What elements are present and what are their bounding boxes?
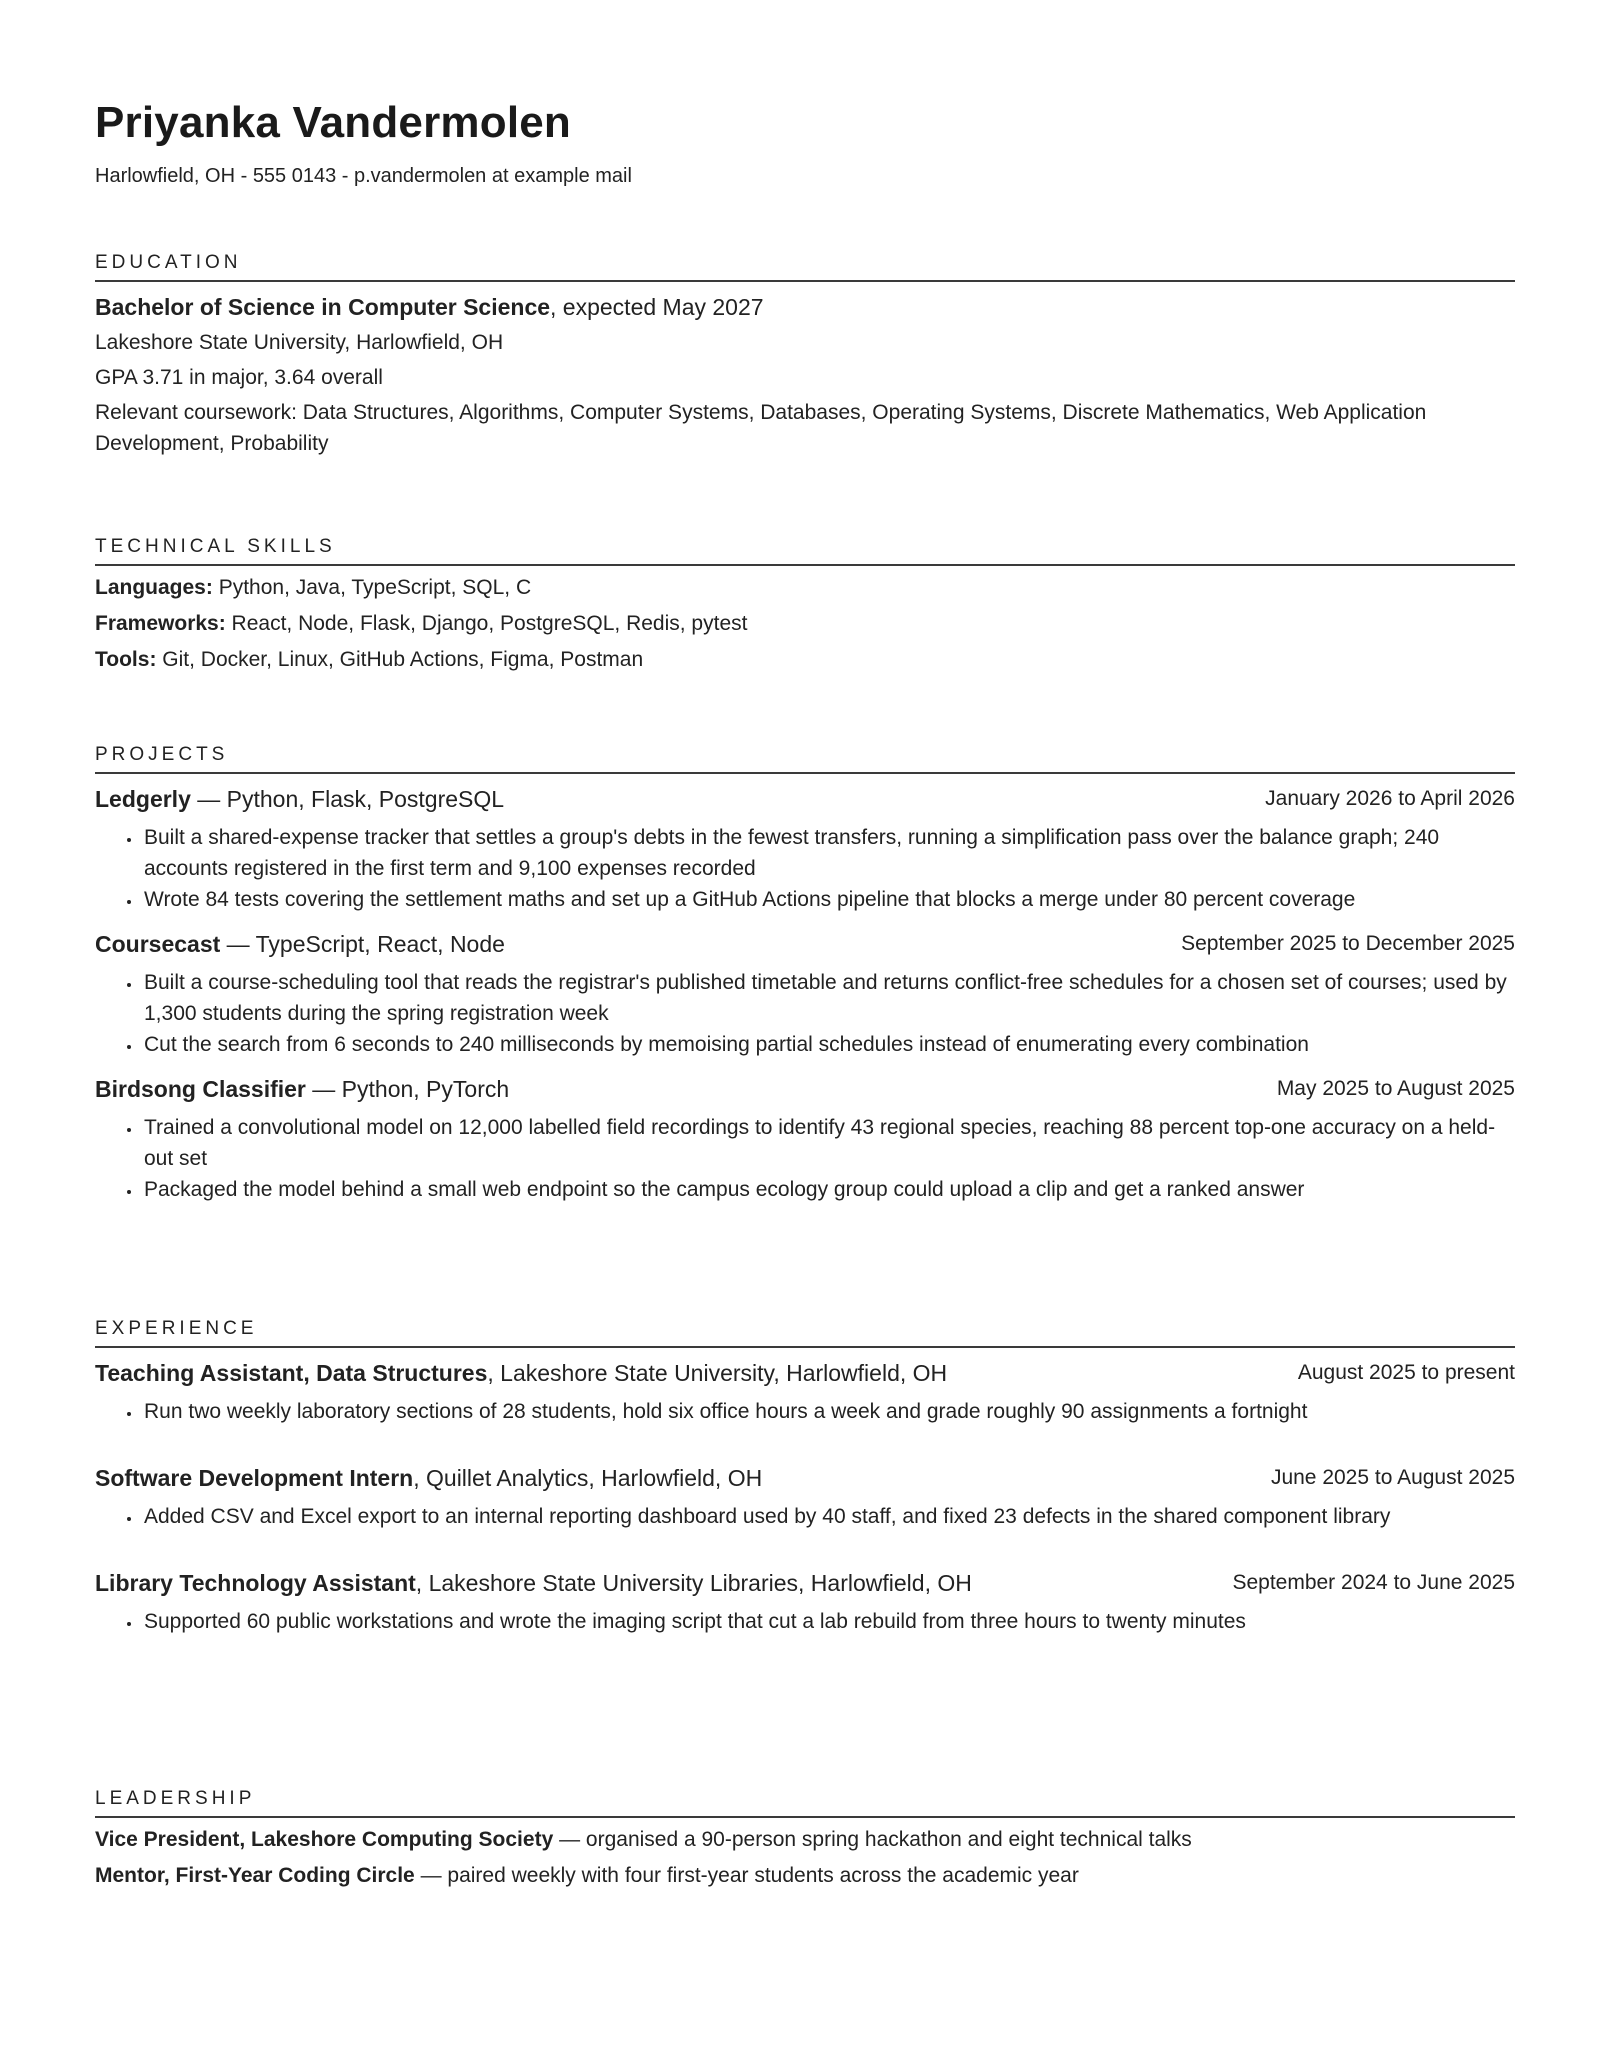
section-title-experience: EXPERIENCE	[95, 1317, 1515, 1348]
skill-value: Python, Java, TypeScript, SQL, C	[212, 576, 532, 599]
project-stack: — TypeScript, React, Node	[220, 931, 505, 957]
resume-page	[95, 95, 1515, 1887]
experience-section	[95, 1317, 1515, 1637]
experience-header	[95, 1566, 1515, 1600]
section-title-projects: PROJECTS	[95, 743, 1515, 774]
skills-list	[95, 570, 1515, 678]
coursework-line-2: Development, Probability	[95, 432, 329, 455]
bullet-item: • Supported 60 public workstations and wrote the imaging script that cut a lab rebuild from three hours to twenty minutes	[142, 1606, 1515, 1637]
skill-label: Languages:	[95, 576, 213, 599]
project-header	[95, 1072, 1515, 1106]
skills-section	[95, 535, 1515, 678]
experience-role: Library Technology Assistant	[95, 1570, 416, 1596]
bullet-item: • Run two weekly laboratory sections of 28 students, hold six office hours a week and grade roughly 90 assignments a fortnight	[142, 1396, 1515, 1427]
experience-dates: September 2024 to June 2025	[1232, 1571, 1515, 1594]
education-section	[95, 251, 1515, 459]
experience-bullets	[95, 1501, 1515, 1532]
project-ledgerly	[95, 782, 1515, 915]
project-birdsong	[95, 1072, 1515, 1205]
experience-dates: June 2025 to August 2025	[1270, 1466, 1515, 1489]
leadership-desc: — organised a 90-person spring hackathon and eight technical talks	[553, 1828, 1192, 1851]
experience-library	[95, 1566, 1515, 1637]
projects-section	[95, 743, 1515, 1205]
project-dates: May 2025 to August 2025	[1276, 1077, 1515, 1100]
project-dates: January 2026 to April 2026	[1265, 787, 1515, 810]
skill-label: Frameworks:	[95, 612, 226, 635]
project-header	[95, 782, 1515, 816]
bullet-item: • Built a shared-expense tracker that settles a group's debts in the fewest transfers, running a simplification pass over the balance graph; 240 accounts registered in the first term and 9,100 expenses recorded	[142, 822, 1515, 884]
project-stack: — Python, Flask, PostgreSQL	[190, 786, 505, 812]
coursework-line-1: Relevant coursework: Data Structures, Algorithms, Computer Systems, Databases, Operating Systems, Discrete Mathematics, Web Application	[95, 401, 1427, 424]
experience-teaching-assistant	[95, 1356, 1515, 1427]
degree-name: Bachelor of Science in Computer Science	[95, 294, 551, 320]
leadership-role: Vice President, Lakeshore Computing Society	[95, 1828, 554, 1851]
leadership-list	[95, 1822, 1515, 1894]
experience-intern	[95, 1461, 1515, 1532]
bullet-item: • Packaged the model behind a small web endpoint so the campus ecology group could upload a clip and get a ranked answer	[142, 1174, 1515, 1205]
bullet-item: • Wrote 84 tests covering the settlement maths and set up a GitHub Actions pipeline that blocks a merge under 80 percent coverage	[142, 884, 1515, 915]
bullet-item: • Cut the search from 6 seconds to 240 milliseconds by memoising partial schedules instead of enumerating every combination	[142, 1029, 1515, 1060]
experience-org: , Quillet Analytics, Harlowfield, OH	[413, 1465, 763, 1491]
bullet-item: • Added CSV and Excel export to an internal reporting dashboard used by 40 staff, and fixed 23 defects in the shared component library	[142, 1501, 1515, 1532]
project-bullets	[95, 1112, 1515, 1205]
leadership-row	[95, 1822, 1515, 1858]
experience-header	[95, 1461, 1515, 1495]
experience-org: , Lakeshore State University Libraries, Harlowfield, OH	[415, 1570, 972, 1596]
leadership-role: Mentor, First-Year Coding Circle	[95, 1864, 415, 1887]
experience-role: Software Development Intern	[95, 1465, 414, 1491]
school-line: Lakeshore State University, Harlowfield, OH	[95, 331, 504, 354]
project-name: Ledgerly	[95, 786, 191, 812]
section-title-education: EDUCATION	[95, 251, 1515, 282]
skill-row-frameworks	[95, 606, 1515, 642]
project-coursecast	[95, 927, 1515, 1060]
skill-row-tools	[95, 642, 1515, 678]
leadership-row	[95, 1858, 1515, 1894]
skill-value: React, Node, Flask, Django, PostgreSQL, Redis, pytest	[225, 612, 748, 635]
project-dates: September 2025 to December 2025	[1181, 932, 1515, 955]
skill-value: Git, Docker, Linux, GitHub Actions, Figma, Postman	[156, 648, 644, 671]
leadership-desc: — paired weekly with four first-year students across the academic year	[414, 1864, 1079, 1887]
section-title-skills: TECHNICAL SKILLS	[95, 535, 1515, 566]
degree-line	[95, 290, 1515, 324]
project-bullets	[95, 822, 1515, 915]
candidate-name: Priyanka Vandermolen	[95, 98, 571, 147]
degree-expected: , expected May 2027	[550, 294, 764, 320]
experience-header	[95, 1356, 1515, 1390]
project-bullets	[95, 967, 1515, 1060]
leadership-section	[95, 1787, 1515, 1894]
project-stack: — Python, PyTorch	[305, 1076, 510, 1102]
project-header	[95, 927, 1515, 961]
experience-bullets	[95, 1606, 1515, 1637]
bullet-item: • Built a course-scheduling tool that reads the registrar's published timetable and returns conflict-free schedules for a chosen set of courses; used by 1,300 students during the spring registration week	[142, 967, 1515, 1029]
gpa-line: GPA 3.71 in major, 3.64 overall	[95, 366, 383, 389]
section-title-leadership: LEADERSHIP	[95, 1787, 1515, 1818]
skill-row-languages	[95, 570, 1515, 606]
project-name: Coursecast	[95, 931, 221, 957]
experience-bullets	[95, 1396, 1515, 1427]
project-name: Birdsong Classifier	[95, 1076, 306, 1102]
bullet-item: • Trained a convolutional model on 12,000 labelled field recordings to identify 43 regional species, reaching 88 percent top-one accuracy on a held-out set	[142, 1112, 1515, 1174]
skill-label: Tools:	[95, 648, 157, 671]
experience-role: Teaching Assistant, Data Structures	[95, 1360, 488, 1386]
contact-line: Harlowfield, OH - 555 0143 - p.vandermolen at example mail	[95, 165, 632, 187]
experience-org: , Lakeshore State University, Harlowfield, OH	[487, 1360, 948, 1386]
experience-dates: August 2025 to present	[1297, 1361, 1515, 1384]
